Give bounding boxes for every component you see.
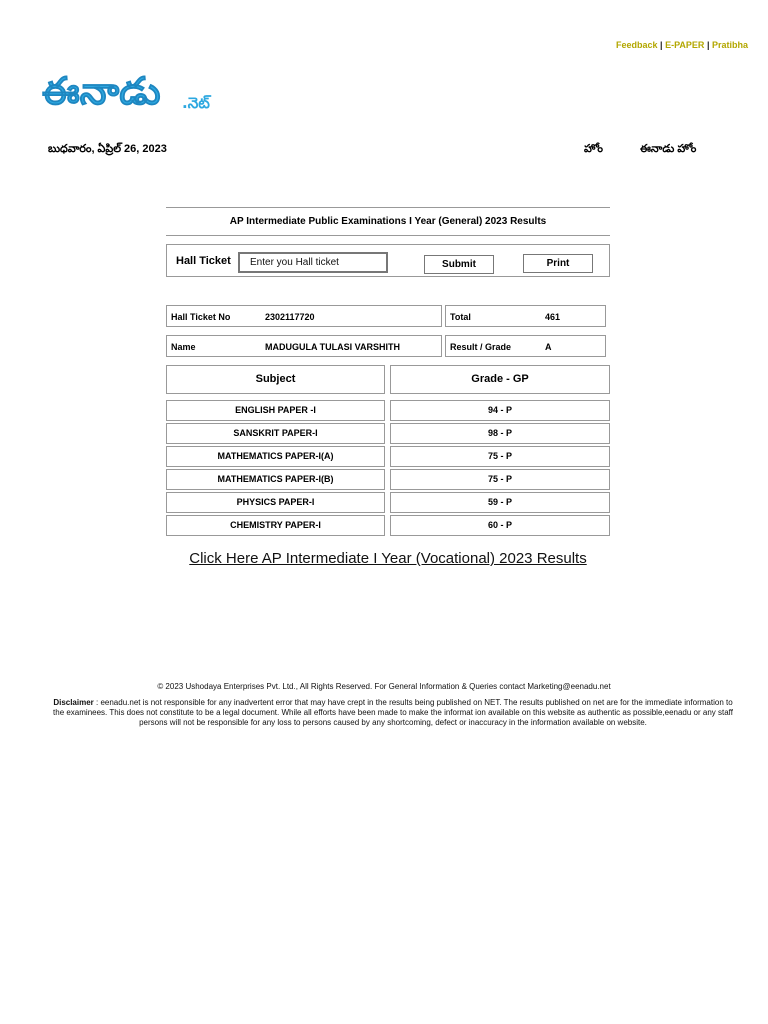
subject-cell: ENGLISH PAPER -I	[166, 400, 385, 421]
grade-cell: 60 - P	[390, 515, 610, 536]
result-value: A	[545, 342, 552, 352]
total-row	[445, 305, 606, 327]
grade-cell: 59 - P	[390, 492, 610, 513]
copyright: © 2023 Ushodaya Enterprises Pvt. Ltd., All Rights Reserved. For General Information & Queries contact Marketing@eenadu.net	[157, 682, 611, 691]
top-links	[616, 40, 748, 50]
submit-button[interactable]: Submit	[424, 255, 494, 274]
grade-cell: 94 - P	[390, 400, 610, 421]
results-title: AP Intermediate Public Examinations I Year (General) 2023 Results	[166, 207, 610, 236]
logo-text: ఈనాడు	[42, 69, 161, 113]
hall-ticket-no-value: 2302117720	[265, 312, 315, 322]
hall-ticket-label: Hall Ticket	[176, 255, 231, 267]
hall-ticket-input[interactable]	[238, 252, 388, 273]
separator: |	[660, 40, 663, 50]
hall-ticket-no-row	[166, 305, 442, 327]
subject-cell: SANSKRIT PAPER-I	[166, 423, 385, 444]
total-label: Total	[450, 312, 471, 322]
eenadu-home-link[interactable]: ఈనాడు హోం	[640, 143, 697, 155]
result-row	[445, 335, 606, 357]
epaper-link[interactable]: E-PAPER	[665, 40, 705, 50]
hall-ticket-form	[166, 244, 610, 277]
hall-ticket-no-label: Hall Ticket No	[171, 312, 231, 322]
name-value: MADUGULA TULASI VARSHITH	[265, 342, 400, 352]
separator: |	[706, 40, 710, 50]
subject-cell: MATHEMATICS PAPER-I(A)	[166, 446, 385, 467]
grade-cell: 75 - P	[390, 446, 610, 467]
dateline: బుధవారం, ఏప్రిల్ 26, 2023	[48, 143, 167, 155]
disclaimer-text: : eenadu.net is not responsible for any inadvertent error that may have crept in the results being published on NET. The results published on net are for the immediate information to the examinees. This does not constitute to be a legal document. While all efforts have been made to make the informat ion available on this website as authentic as possible,eenadu or any staff persons will not be responsible for any loss to persons caused by any shortcoming, defect or inaccuracy in the information available on website.	[53, 698, 733, 727]
pratibha-link[interactable]: Pratibha	[711, 40, 748, 50]
disclaimer-label: Disclaimer	[53, 698, 94, 707]
name-row	[166, 335, 442, 357]
grade-cell: 98 - P	[390, 423, 610, 444]
total-value: 461	[545, 312, 561, 322]
grade-cell: 75 - P	[390, 469, 610, 490]
feedback-link[interactable]: Feedback	[615, 40, 658, 50]
subject-header: Subject	[166, 365, 385, 394]
subject-cell: MATHEMATICS PAPER-I(B)	[166, 469, 385, 490]
vocational-results-link[interactable]: Click Here AP Intermediate I Year (Vocational) 2023 Results	[189, 550, 587, 567]
subject-cell: PHYSICS PAPER-I	[166, 492, 385, 513]
result-label: Result / Grade	[450, 342, 512, 352]
disclaimer	[50, 698, 736, 728]
subject-cell: CHEMISTRY PAPER-I	[166, 515, 385, 536]
logo-suffix: .నెట్	[182, 94, 210, 112]
print-button[interactable]: Print	[523, 254, 593, 273]
grade-header: Grade - GP	[390, 365, 610, 394]
home-link[interactable]: హోం	[584, 143, 603, 155]
name-label: Name	[171, 342, 196, 352]
eenadu-logo-icon[interactable]	[40, 64, 230, 116]
